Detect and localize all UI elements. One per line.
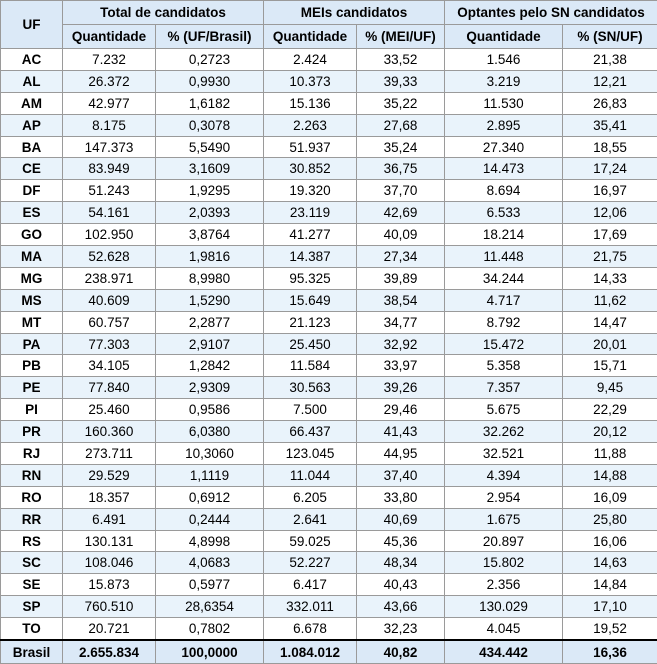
table-cell: 14.387 <box>264 246 357 268</box>
uf-cell: DF <box>1 180 63 202</box>
table-row <box>1 464 657 486</box>
table-cell: 5.358 <box>445 355 563 377</box>
uf-cell: CE <box>1 158 63 180</box>
table-cell: 28,6354 <box>156 596 264 618</box>
table-cell: 40,69 <box>357 508 445 530</box>
table-cell: 43,66 <box>357 596 445 618</box>
total-cell: 40,82 <box>357 640 445 664</box>
table-cell: 41,43 <box>357 421 445 443</box>
table-cell: 4.717 <box>445 289 563 311</box>
uf-cell: RN <box>1 464 63 486</box>
table-cell: 8.792 <box>445 311 563 333</box>
table-cell: 40.609 <box>63 289 156 311</box>
table-cell: 18,55 <box>563 136 657 158</box>
table-cell: 15.802 <box>445 552 563 574</box>
table-cell: 2.895 <box>445 114 563 136</box>
table-cell: 33,52 <box>357 49 445 71</box>
table-cell: 11,62 <box>563 289 657 311</box>
uf-cell: TO <box>1 618 63 640</box>
table-cell: 34.105 <box>63 355 156 377</box>
table-cell: 29.529 <box>63 464 156 486</box>
table-cell: 2.263 <box>264 114 357 136</box>
table-cell: 16,09 <box>563 486 657 508</box>
table-row <box>1 552 657 574</box>
table-cell: 21.123 <box>264 311 357 333</box>
table-cell: 1,6182 <box>156 92 264 114</box>
table-row <box>1 114 657 136</box>
table-cell: 6,0380 <box>156 421 264 443</box>
table-cell: 0,2723 <box>156 49 264 71</box>
table-cell: 37,70 <box>357 180 445 202</box>
table-cell: 2,9107 <box>156 333 264 355</box>
table-row <box>1 136 657 158</box>
header-uf: UF <box>1 1 63 49</box>
uf-cell: RS <box>1 530 63 552</box>
table-cell: 11,88 <box>563 443 657 465</box>
table-cell: 18.214 <box>445 224 563 246</box>
table-row <box>1 574 657 596</box>
table-cell: 4.394 <box>445 464 563 486</box>
table-cell: 102.950 <box>63 224 156 246</box>
table-cell: 19,52 <box>563 618 657 640</box>
table-cell: 15.472 <box>445 333 563 355</box>
table-cell: 7.232 <box>63 49 156 71</box>
table-cell: 14,47 <box>563 311 657 333</box>
table-cell: 4.045 <box>445 618 563 640</box>
table-cell: 14.473 <box>445 158 563 180</box>
table-cell: 6.533 <box>445 202 563 224</box>
header-group-sn: Optantes pelo SN candidatos <box>445 1 657 25</box>
total-row <box>1 640 657 664</box>
table-cell: 20,01 <box>563 333 657 355</box>
table-cell: 2,0393 <box>156 202 264 224</box>
uf-cell: PE <box>1 377 63 399</box>
uf-cell: MT <box>1 311 63 333</box>
table-cell: 35,24 <box>357 136 445 158</box>
table-row <box>1 486 657 508</box>
table-cell: 33,80 <box>357 486 445 508</box>
table-cell: 35,41 <box>563 114 657 136</box>
table-cell: 45,36 <box>357 530 445 552</box>
table-cell: 25.460 <box>63 399 156 421</box>
table-cell: 29,46 <box>357 399 445 421</box>
table-cell: 39,33 <box>357 70 445 92</box>
uf-cell: AM <box>1 92 63 114</box>
table-cell: 42,69 <box>357 202 445 224</box>
table-row <box>1 333 657 355</box>
table-row <box>1 421 657 443</box>
table-cell: 6.417 <box>264 574 357 596</box>
table-cell: 52.227 <box>264 552 357 574</box>
uf-cell: PR <box>1 421 63 443</box>
table-cell: 0,9930 <box>156 70 264 92</box>
table-cell: 8.175 <box>63 114 156 136</box>
table-cell: 16,06 <box>563 530 657 552</box>
table-cell: 40,09 <box>357 224 445 246</box>
header-group-mei: MEIs candidatos <box>264 1 445 25</box>
table-cell: 95.325 <box>264 267 357 289</box>
uf-cell: GO <box>1 224 63 246</box>
table-row <box>1 92 657 114</box>
table-cell: 52.628 <box>63 246 156 268</box>
table-cell: 21,75 <box>563 246 657 268</box>
table-cell: 760.510 <box>63 596 156 618</box>
table-cell: 2.424 <box>264 49 357 71</box>
table-cell: 332.011 <box>264 596 357 618</box>
table-cell: 54.161 <box>63 202 156 224</box>
table-cell: 3,8764 <box>156 224 264 246</box>
table-cell: 3,1609 <box>156 158 264 180</box>
table-cell: 1,5290 <box>156 289 264 311</box>
table-cell: 12,21 <box>563 70 657 92</box>
header-sub: % (UF/Brasil) <box>156 25 264 49</box>
table-cell: 38,54 <box>357 289 445 311</box>
uf-cell: PI <box>1 399 63 421</box>
table-cell: 42.977 <box>63 92 156 114</box>
table-cell: 12,06 <box>563 202 657 224</box>
table-cell: 273.711 <box>63 443 156 465</box>
table-cell: 2,2877 <box>156 311 264 333</box>
table-row <box>1 180 657 202</box>
table-row <box>1 49 657 71</box>
table-cell: 108.046 <box>63 552 156 574</box>
table-cell: 14,84 <box>563 574 657 596</box>
table-row <box>1 443 657 465</box>
header-sub: % (MEI/UF) <box>357 25 445 49</box>
table-row <box>1 530 657 552</box>
uf-cell: AC <box>1 49 63 71</box>
uf-cell: MG <box>1 267 63 289</box>
table-cell: 26,83 <box>563 92 657 114</box>
table-row <box>1 311 657 333</box>
table-cell: 0,9586 <box>156 399 264 421</box>
table-cell: 7.500 <box>264 399 357 421</box>
table-cell: 27.340 <box>445 136 563 158</box>
table-cell: 15,71 <box>563 355 657 377</box>
table-cell: 32,92 <box>357 333 445 355</box>
table-cell: 48,34 <box>357 552 445 574</box>
table-cell: 51.243 <box>63 180 156 202</box>
table-row <box>1 508 657 530</box>
table-row <box>1 377 657 399</box>
total-cell-label: Brasil <box>1 640 63 664</box>
table-cell: 19.320 <box>264 180 357 202</box>
table-cell: 5,5490 <box>156 136 264 158</box>
table-cell: 60.757 <box>63 311 156 333</box>
uf-cell: MA <box>1 246 63 268</box>
table-cell: 1.546 <box>445 49 563 71</box>
table-row <box>1 267 657 289</box>
table-cell: 32,23 <box>357 618 445 640</box>
uf-cell: MS <box>1 289 63 311</box>
table-cell: 39,26 <box>357 377 445 399</box>
table-cell: 1,2842 <box>156 355 264 377</box>
table-cell: 11.584 <box>264 355 357 377</box>
table-row <box>1 618 657 640</box>
table-cell: 11.044 <box>264 464 357 486</box>
table-cell: 41.277 <box>264 224 357 246</box>
table-body <box>1 49 657 641</box>
table-cell: 238.971 <box>63 267 156 289</box>
table-cell: 0,6912 <box>156 486 264 508</box>
table-row <box>1 202 657 224</box>
uf-cell: AL <box>1 70 63 92</box>
table-cell: 40,43 <box>357 574 445 596</box>
table-cell: 3.219 <box>445 70 563 92</box>
table-row <box>1 158 657 180</box>
table-cell: 5.675 <box>445 399 563 421</box>
table-cell: 10.373 <box>264 70 357 92</box>
table-row <box>1 246 657 268</box>
table-cell: 17,69 <box>563 224 657 246</box>
table-row <box>1 289 657 311</box>
header-sub: % (SN/UF) <box>563 25 657 49</box>
table-row <box>1 355 657 377</box>
uf-cell: RO <box>1 486 63 508</box>
table-header <box>1 1 657 49</box>
uf-cell: RR <box>1 508 63 530</box>
table-cell: 39,89 <box>357 267 445 289</box>
table-cell: 7.357 <box>445 377 563 399</box>
table-cell: 10,3060 <box>156 443 264 465</box>
table-row <box>1 399 657 421</box>
table-cell: 6.491 <box>63 508 156 530</box>
table-row <box>1 70 657 92</box>
uf-cell: RJ <box>1 443 63 465</box>
uf-cell: PA <box>1 333 63 355</box>
table-cell: 17,24 <box>563 158 657 180</box>
table-cell: 20.897 <box>445 530 563 552</box>
table-cell: 2,9309 <box>156 377 264 399</box>
table-cell: 27,34 <box>357 246 445 268</box>
table-cell: 16,97 <box>563 180 657 202</box>
table-cell: 66.437 <box>264 421 357 443</box>
header-sub: Quantidade <box>445 25 563 49</box>
table-cell: 2.356 <box>445 574 563 596</box>
table-cell: 27,68 <box>357 114 445 136</box>
table-cell: 2.954 <box>445 486 563 508</box>
table-cell: 8.694 <box>445 180 563 202</box>
table-cell: 11.530 <box>445 92 563 114</box>
table-cell: 9,45 <box>563 377 657 399</box>
table-cell: 8,9980 <box>156 267 264 289</box>
table-row <box>1 596 657 618</box>
table-cell: 1.675 <box>445 508 563 530</box>
uf-cell: BA <box>1 136 63 158</box>
table-cell: 17,10 <box>563 596 657 618</box>
table-cell: 77.303 <box>63 333 156 355</box>
table-cell: 35,22 <box>357 92 445 114</box>
table-cell: 1,1119 <box>156 464 264 486</box>
table-cell: 15.649 <box>264 289 357 311</box>
table-cell: 4,8998 <box>156 530 264 552</box>
table-cell: 123.045 <box>264 443 357 465</box>
table-cell: 33,97 <box>357 355 445 377</box>
table-cell: 15.136 <box>264 92 357 114</box>
total-cell: 2.655.834 <box>63 640 156 664</box>
total-cell: 16,36 <box>563 640 657 664</box>
table-cell: 1,9295 <box>156 180 264 202</box>
total-cell: 434.442 <box>445 640 563 664</box>
table-cell: 25.450 <box>264 333 357 355</box>
table-cell: 20.721 <box>63 618 156 640</box>
uf-cell: SP <box>1 596 63 618</box>
table-cell: 4,0683 <box>156 552 264 574</box>
table-cell: 77.840 <box>63 377 156 399</box>
table-cell: 14,88 <box>563 464 657 486</box>
table-cell: 14,63 <box>563 552 657 574</box>
table-row <box>1 224 657 246</box>
table-cell: 30.852 <box>264 158 357 180</box>
table-cell: 147.373 <box>63 136 156 158</box>
header-sub: Quantidade <box>264 25 357 49</box>
table-cell: 1,9816 <box>156 246 264 268</box>
table-cell: 23.119 <box>264 202 357 224</box>
table-cell: 34.244 <box>445 267 563 289</box>
table-cell: 36,75 <box>357 158 445 180</box>
table-cell: 18.357 <box>63 486 156 508</box>
table-cell: 11.448 <box>445 246 563 268</box>
header-group-total: Total de candidatos <box>63 1 264 25</box>
table-footer <box>1 640 657 664</box>
total-cell: 100,0000 <box>156 640 264 664</box>
table-cell: 51.937 <box>264 136 357 158</box>
table-cell: 6.205 <box>264 486 357 508</box>
table-cell: 14,33 <box>563 267 657 289</box>
uf-cell: PB <box>1 355 63 377</box>
table-cell: 83.949 <box>63 158 156 180</box>
uf-cell: SE <box>1 574 63 596</box>
table-cell: 44,95 <box>357 443 445 465</box>
table-cell: 34,77 <box>357 311 445 333</box>
table-cell: 2.641 <box>264 508 357 530</box>
table-cell: 25,80 <box>563 508 657 530</box>
table-cell: 30.563 <box>264 377 357 399</box>
table-cell: 37,40 <box>357 464 445 486</box>
table-cell: 59.025 <box>264 530 357 552</box>
uf-cell: SC <box>1 552 63 574</box>
table-cell: 21,38 <box>563 49 657 71</box>
table-cell: 130.029 <box>445 596 563 618</box>
table-cell: 32.521 <box>445 443 563 465</box>
table-cell: 160.360 <box>63 421 156 443</box>
uf-cell: AP <box>1 114 63 136</box>
table-cell: 6.678 <box>264 618 357 640</box>
table-cell: 26.372 <box>63 70 156 92</box>
table-cell: 0,7802 <box>156 618 264 640</box>
uf-cell: ES <box>1 202 63 224</box>
total-cell: 1.084.012 <box>264 640 357 664</box>
table-cell: 22,29 <box>563 399 657 421</box>
table-cell: 32.262 <box>445 421 563 443</box>
table-cell: 0,2444 <box>156 508 264 530</box>
table-cell: 15.873 <box>63 574 156 596</box>
table-cell: 130.131 <box>63 530 156 552</box>
header-sub: Quantidade <box>63 25 156 49</box>
table-cell: 0,3078 <box>156 114 264 136</box>
table-cell: 20,12 <box>563 421 657 443</box>
table-cell: 0,5977 <box>156 574 264 596</box>
